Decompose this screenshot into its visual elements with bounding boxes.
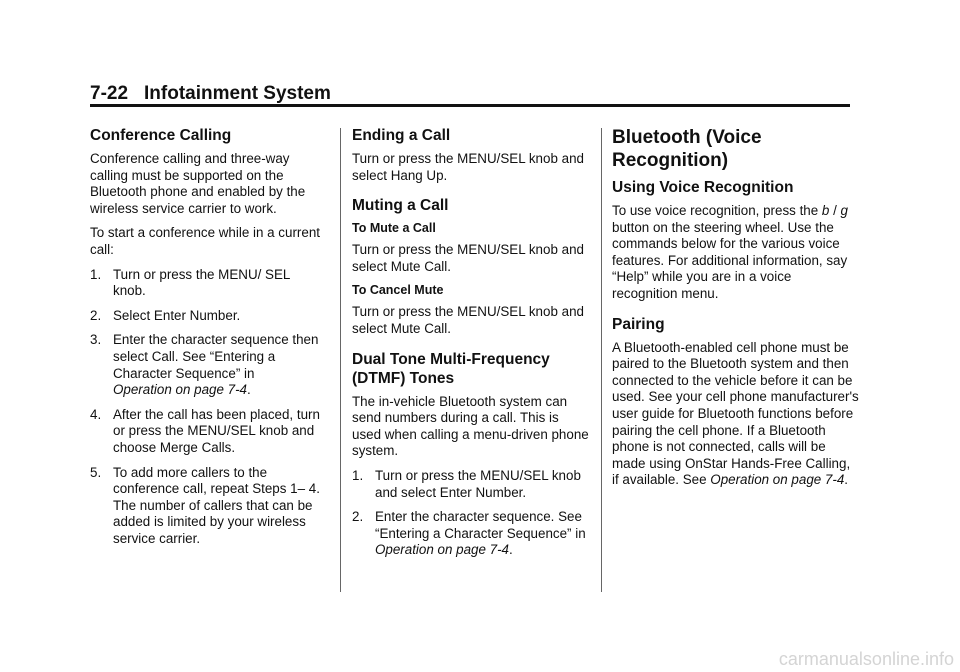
list-item: 1. Turn or press the MENU/SEL knob and select Enter Number. — [352, 467, 581, 500]
to-mute-text: Turn or press the MENU/SEL knob and select Mute Call. — [352, 242, 584, 274]
section-title: Infotainment System — [144, 83, 331, 104]
header-rule — [90, 104, 850, 107]
conference-calling-heading: Conference Calling — [90, 127, 232, 144]
using-voice-text: To use voice recognition, press the b / g button on the steering wheel. Use the commands below for the various voice features. For additional information, say “Help” while you are in a voice recognition menu. — [612, 203, 848, 301]
ending-call-heading: Ending a Call — [352, 127, 451, 144]
push-to-talk-icon: b — [821, 203, 830, 218]
page-header — [90, 82, 850, 106]
using-voice-heading: Using Voice Recognition — [612, 179, 794, 196]
conference-steps — [90, 267, 326, 548]
bluetooth-voice-heading: Bluetooth (Voice Recognition) — [612, 127, 762, 171]
ending-call-text: Turn or press the MENU/SEL knob and select Hang Up. — [352, 151, 584, 183]
column-divider-1 — [340, 128, 341, 592]
muting-call-heading: Muting a Call — [352, 197, 449, 215]
page-number: 7-22 — [90, 83, 129, 104]
column-2 — [352, 126, 590, 567]
list-item: 2. Enter the character sequence. See “Entering a Character Sequence” in Operation on page 7-4. — [352, 509, 586, 558]
column-divider-2 — [601, 128, 602, 592]
voice-recognition-icon: g — [840, 203, 848, 218]
conference-start-text: To start a conference while in a current call: — [90, 225, 320, 257]
to-cancel-mute-heading: To Cancel Mute — [352, 283, 444, 298]
dtmf-steps — [352, 468, 590, 559]
list-item: 2. Select Enter Number. — [90, 307, 241, 323]
cross-reference-link[interactable]: Operation on page 7-4 — [113, 382, 248, 398]
to-cancel-mute-text: Turn or press the MENU/SEL knob and select Mute Call. — [352, 304, 584, 336]
column-1 — [90, 126, 326, 555]
pairing-heading: Pairing — [612, 315, 665, 333]
dtmf-text: The in-vehicle Bluetooth system can send numbers during a call. This is used when calling a menu-driven phone system. — [352, 393, 589, 459]
list-item: 3. Enter the character sequence then select Call. See “Entering a Character Sequence” in Operation on page 7-4. — [90, 332, 319, 398]
column-3 — [612, 126, 860, 497]
watermark: carmanualsonline.info — [778, 649, 954, 669]
list-item: 4. After the call has been placed, turn or press the MENU/SEL knob and choose Merge Calls. — [90, 406, 320, 455]
cross-reference-link[interactable]: Operation on page 7-4 — [375, 542, 510, 558]
list-item: 1. Turn or press the MENU/ SEL knob. — [90, 266, 290, 299]
conference-calling-intro: Conference calling and three-way calling must be supported on the Bluetooth phone and enabled by the wireless service carrier to work. — [90, 151, 306, 216]
cross-reference-link[interactable]: Operation on page 7-4 — [710, 472, 845, 488]
dtmf-heading: Dual Tone Multi-Frequency (DTMF) Tones — [352, 350, 550, 387]
list-item: 5. To add more callers to the conference call, repeat Steps 1– 4. The number of callers that can be added is limited by your wireless service carrier. — [90, 464, 320, 546]
to-mute-heading: To Mute a Call — [352, 221, 436, 236]
pairing-text: A Bluetooth-enabled cell phone must be paired to the Bluetooth system and then connected to the vehicle before it can be used. See your cell phone manufacturer's user guide for Bluetooth functions before pairing the cell phone. If a Bluetooth phone is not connected, calls will be made using OnStar Hands-Free Calling, if available. See Operation on page 7-4. — [612, 339, 859, 488]
